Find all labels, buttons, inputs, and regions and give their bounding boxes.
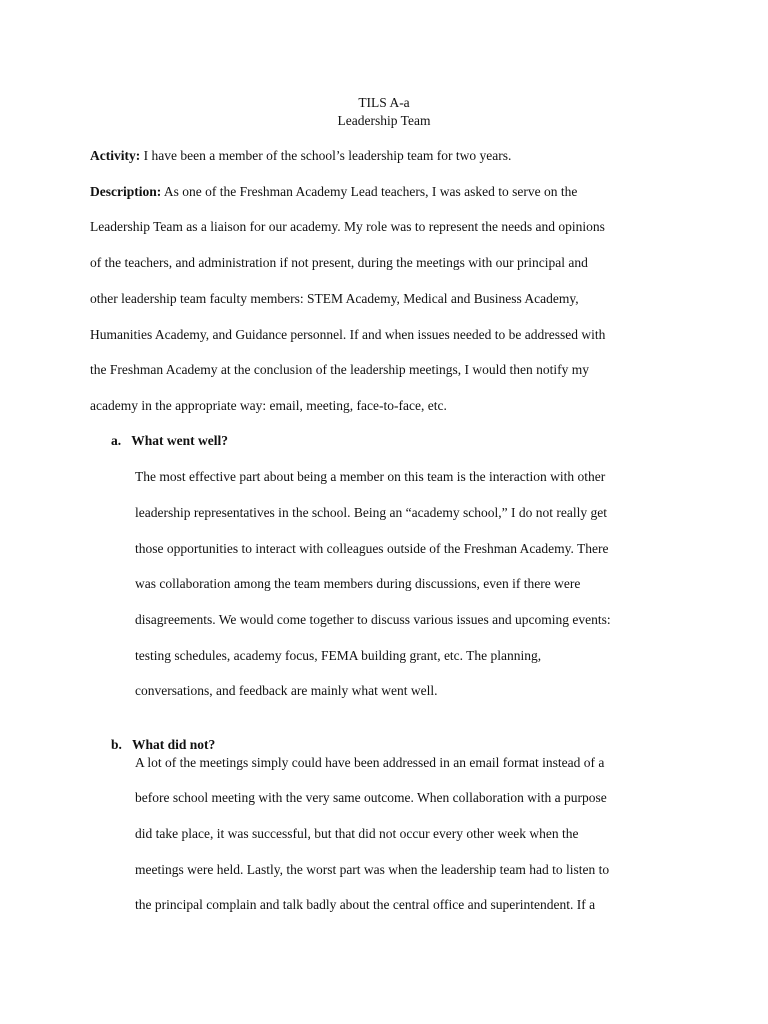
section-b-line: meetings were held. Lastly, the worst part was when the leadership team had to listen to	[135, 862, 610, 877]
section-heading-b	[111, 736, 215, 754]
description-first-line: As one of the Freshman Academy Lead teachers, I was asked to serve on the	[163, 184, 578, 199]
description-line: academy in the appropriate way: email, meeting, face-to-face, etc.	[90, 398, 447, 413]
section-a-line: disagreements. We would come together to discuss various issues and upcoming events:	[135, 612, 611, 627]
section-a-line: was collaboration among the team members during discussions, even if there were	[135, 576, 581, 591]
description-line: the Freshman Academy at the conclusion of the leadership meetings, I would then notify my	[90, 362, 590, 377]
description-line	[90, 183, 577, 201]
description-line: other leadership team faculty members: STEM Academy, Medical and Business Academy,	[90, 291, 579, 306]
section-a-line: conversations, and feedback are mainly what went well.	[135, 683, 438, 698]
activity-text: I have been a member of the school’s leadership team for two years.	[143, 148, 512, 163]
section-a-line: The most effective part about being a member on this team is the interaction with other	[135, 469, 606, 484]
section-b-line: A lot of the meetings simply could have been addressed in an email format instead of a	[135, 755, 605, 770]
activity-line	[90, 147, 511, 165]
document-subtitle: Leadership Team	[337, 113, 431, 128]
section-heading: What went well?	[131, 433, 228, 448]
section-a-line: those opportunities to interact with colleagues outside of the Freshman Academy. There	[135, 541, 609, 556]
document-title: TILS A-a	[358, 95, 410, 110]
section-marker: a.	[111, 433, 122, 448]
section-heading: What did not?	[132, 737, 216, 752]
description-line: Leadership Team as a liaison for our academy. My role was to represent the needs and opinions	[90, 219, 605, 234]
section-b-line: before school meeting with the very same outcome. When collaboration with a purpose	[135, 790, 607, 805]
description-line: Humanities Academy, and Guidance personnel. If and when issues needed to be addressed with	[90, 327, 606, 342]
section-b-line: the principal complain and talk badly about the central office and superintendent. If a	[135, 897, 596, 912]
activity-label: Activity:	[90, 148, 141, 163]
section-b-line: did take place, it was successful, but that did not occur every other week when the	[135, 826, 579, 841]
section-a-line: testing schedules, academy focus, FEMA building grant, etc. The planning,	[135, 648, 542, 663]
title-block	[0, 94, 768, 130]
section-a-line: leadership representatives in the school. Being an “academy school,” I do not really get	[135, 505, 607, 520]
section-marker: b.	[111, 737, 122, 752]
section-heading-a	[111, 432, 228, 450]
description-label: Description:	[90, 184, 162, 199]
description-line: of the teachers, and administration if not present, during the meetings with our principal and	[90, 255, 588, 270]
